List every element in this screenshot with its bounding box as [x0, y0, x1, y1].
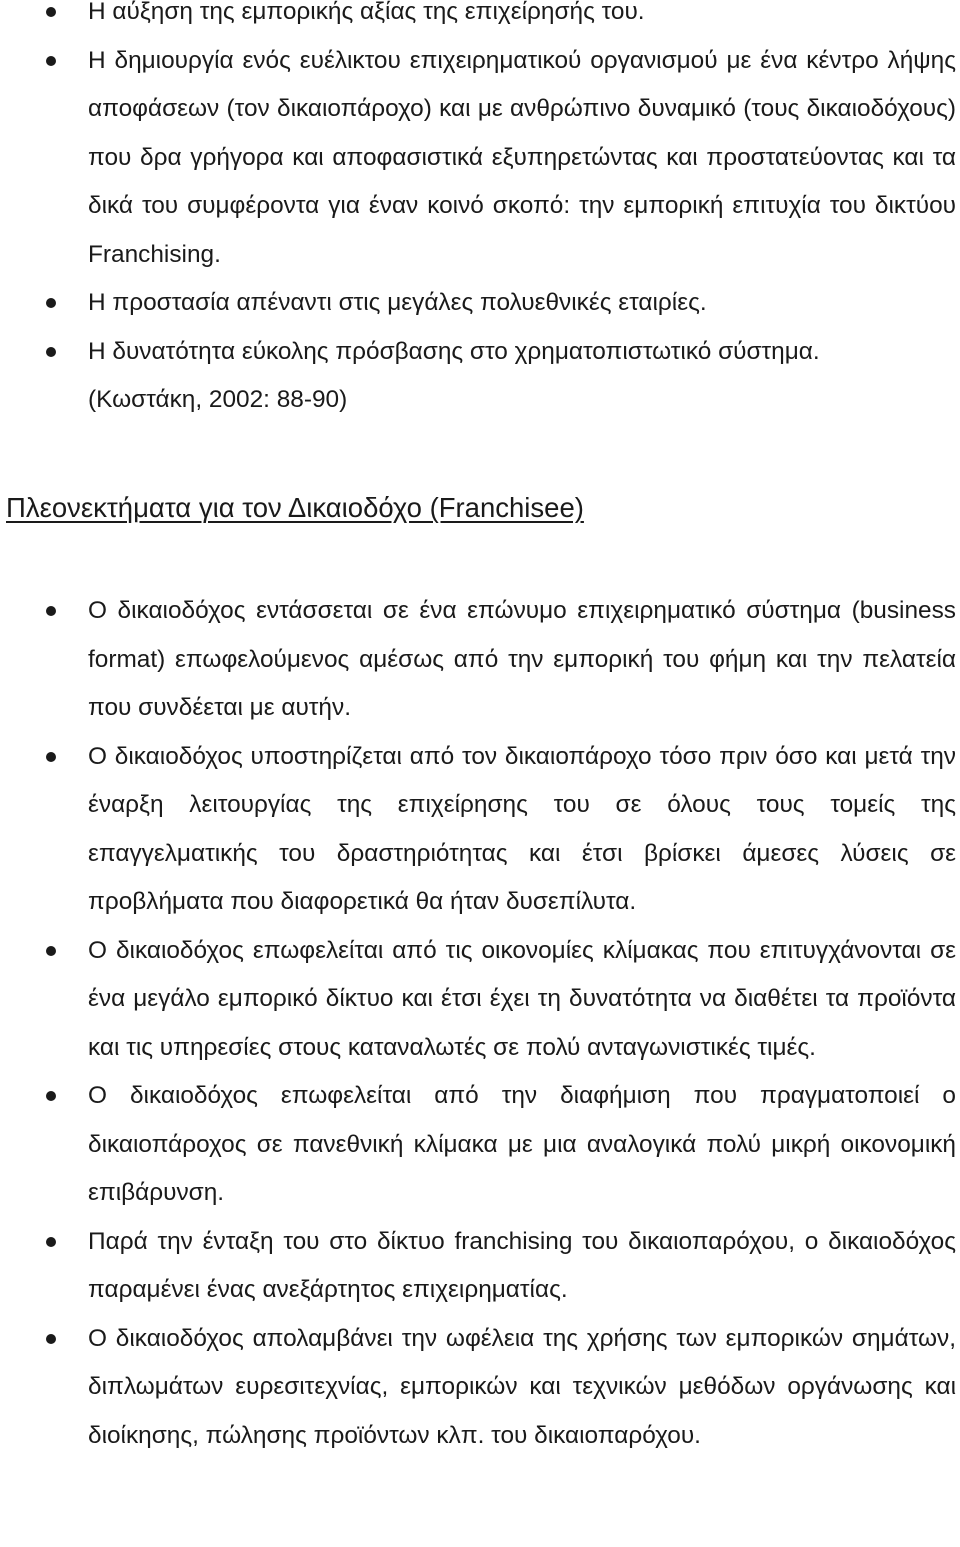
list-item — [0, 927, 958, 1073]
list-item — [0, 1218, 958, 1315]
list-item-text: Η αύξηση της εμπορικής αξίας της επιχείρησής του. — [88, 0, 645, 25]
list-item — [0, 0, 958, 37]
list-item — [0, 587, 958, 733]
bullet-icon — [46, 1237, 56, 1247]
list-item-text: Παρά την ένταξη του στο δίκτυο franchising του δικαιοπαρόχου, ο δικαιοδόχος παραμένει ένας ανεξάρτητος επιχειρηματίας. — [88, 1227, 956, 1303]
section-heading: Πλεονεκτήματα για τον Δικαιοδόχο (Franchisee) — [6, 492, 584, 523]
list-item-text: Ο δικαιοδόχος επωφελείται από την διαφήμιση που πραγματοποιεί ο δικαιοπάροχος σε πανεθνική κλίμακα με μια αναλογικά πολύ μικρή οικονομική επιβάρυνση. — [88, 1082, 956, 1206]
list-item — [0, 328, 958, 377]
list-item — [0, 1315, 958, 1461]
bullet-list-owner-benefits — [0, 0, 958, 376]
list-item — [0, 37, 958, 280]
bullet-icon — [46, 7, 56, 17]
bullet-icon — [46, 1334, 56, 1344]
list-item-text: Η δημιουργία ενός ευέλικτου επιχειρηματικού οργανισμού με ένα κέντρο λήψης αποφάσεων (τον δικαιοπάροχο) και με ανθρώπινο δυναμικό (τους δικαιοδόχους) που δρα γρήγορα και αποφασιστικά εξυπηρετώντας και προστατεύοντας και τα δικά του συμφέροντα για έναν κοινό σκοπό: την εμπορική επιτυχία του δικτύου Franchising. — [88, 46, 956, 268]
list-item — [0, 279, 958, 328]
bullet-list-franchisee-benefits — [0, 587, 958, 1460]
list-item-text: Η προστασία απέναντι στις μεγάλες πολυεθνικές εταιρίες. — [88, 289, 707, 316]
bullet-icon — [46, 606, 56, 616]
list-item — [0, 1072, 958, 1218]
list-item-text: Ο δικαιοδόχος επωφελείται από τις οικονομίες κλίμακας που επιτυγχάνονται σε ένα μεγάλο εμπορικό δίκτυο και έτσι έχει τη δυνατότητα να διαθέτει τα προϊόντα και τις υπηρεσίες στους καταναλωτές σε πολύ ανταγωνιστικές τιμές. — [88, 936, 956, 1061]
list-item-text: Η δυνατότητα εύκολης πρόσβασης στο χρηματοπιστωτικό σύστημα. — [88, 337, 820, 365]
bullet-icon — [46, 752, 56, 762]
list-item-text: Ο δικαιοδόχος απολαμβάνει την ωφέλεια της χρήσης των εμπορικών σημάτων, διπλωμάτων ευρεσιτεχνίας, εμπορικών και τεχνικών μεθόδων οργάνωσης και διοίκησης, πώλησης προϊόντων κλπ. του δικαιοπαρόχου. — [88, 1324, 956, 1449]
list-item-text: Ο δικαιοδόχος υποστηρίζεται από τον δικαιοπάροχο τόσο πριν όσο και μετά την έναρξη λειτουργίας της επιχείρησης του σε όλους τους τομείς της επαγγελματικής του δραστηριότητας και έτσι βρίσκει άμεσες λύσεις σε προβλήματα που διαφορετικά θα ήταν δυσεπίλυτα. — [88, 742, 956, 915]
bullet-icon — [46, 56, 56, 66]
list-item — [0, 733, 958, 927]
list-item-text: Ο δικαιοδόχος εντάσσεται σε ένα επώνυμο επιχειρηματικό σύστημα (business format) επωφελούμενος αμέσως από την εμπορική του φήμη και την πελατεία που συνδέεται με αυτήν. — [88, 597, 956, 721]
bullet-icon — [46, 347, 56, 357]
bullet-icon — [46, 298, 56, 308]
bullet-icon — [46, 946, 56, 956]
bullet-icon — [46, 1091, 56, 1101]
citation: (Κωστάκη, 2002: 88-90) — [88, 386, 348, 413]
